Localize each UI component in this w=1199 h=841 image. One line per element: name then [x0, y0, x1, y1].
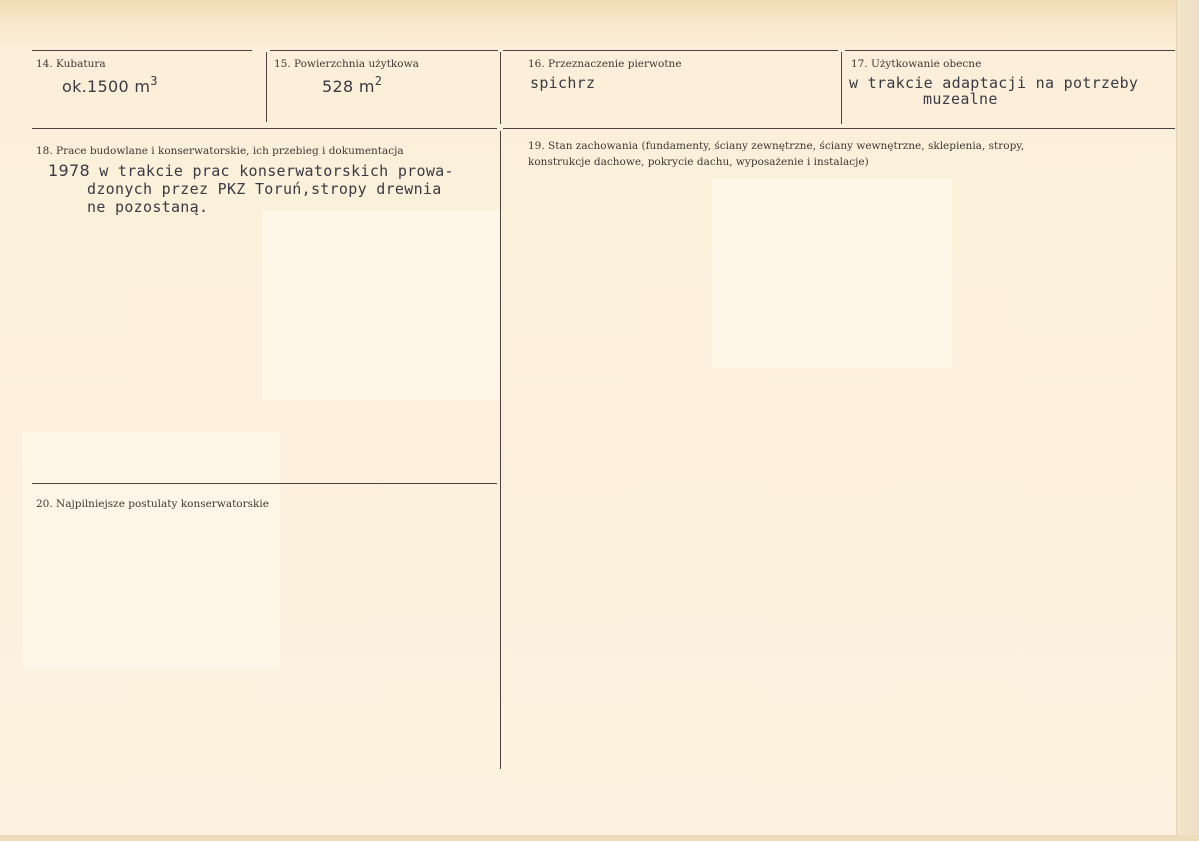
field-14-value-text: ok.1500 m — [62, 77, 151, 96]
field-16-label: 16. Przeznaczenie pierwotne — [528, 58, 682, 70]
top-row-line — [32, 50, 252, 51]
field-15-value — [322, 74, 383, 97]
field-19-label-line2: konstrukcje dachowe, pokrycie dachu, wyposażenie i instalacje) — [528, 156, 869, 168]
top-row-divider — [500, 52, 501, 124]
paper-patch — [22, 432, 280, 670]
top-row-line — [503, 50, 838, 51]
field-14-exponent: 3 — [150, 74, 158, 88]
top-row-line — [845, 50, 1175, 51]
card-bottom-edge — [0, 835, 1199, 841]
field-14-label: 14. Kubatura — [36, 58, 106, 70]
paper-patch — [712, 178, 952, 368]
field-15-value-text: 528 m — [322, 77, 375, 96]
mid-row-line — [32, 128, 497, 129]
card-right-edge — [1176, 0, 1199, 841]
main-divider — [500, 131, 501, 769]
field-17-value-line1: w trakcie adaptacji na potrzeby — [849, 74, 1139, 92]
field-18-text-line2: dzonych przez PKZ Toruń,stropy drewnia — [87, 180, 442, 198]
top-row-line — [270, 50, 498, 51]
field-16-value: spichrz — [530, 74, 596, 92]
field-18-text-line3: ne pozostaną. — [87, 198, 209, 216]
field-17-value-line2: muzealne — [923, 90, 998, 108]
mid-row-line — [503, 128, 1175, 129]
top-row-divider — [841, 52, 842, 124]
field-15-exponent: 2 — [374, 74, 383, 88]
field-19-label-line1: 19. Stan zachowania (fundamenty, ściany zewnętrzne, ściany wewnętrzne, sklepienia, stropy, — [528, 140, 1025, 152]
field-17-label: 17. Użytkowanie obecne — [851, 58, 982, 70]
top-row-divider — [266, 52, 267, 122]
field-20-label: 20. Najpilniejsze postulaty konserwatorskie — [36, 498, 269, 510]
lower-row-line — [32, 483, 497, 484]
field-15-label: 15. Powierzchnia użytkowa — [274, 58, 419, 70]
field-14-value — [62, 74, 158, 97]
paper-patch — [262, 210, 502, 400]
field-18-line1-text: w trakcie prac konserwatorskich prowa- — [89, 162, 454, 180]
field-18-label: 18. Prace budowlane i konserwatorskie, ich przebieg i dokumentacja — [36, 145, 404, 157]
field-18-year: 1978 — [48, 161, 90, 180]
field-18-text-line1 — [48, 162, 454, 180]
